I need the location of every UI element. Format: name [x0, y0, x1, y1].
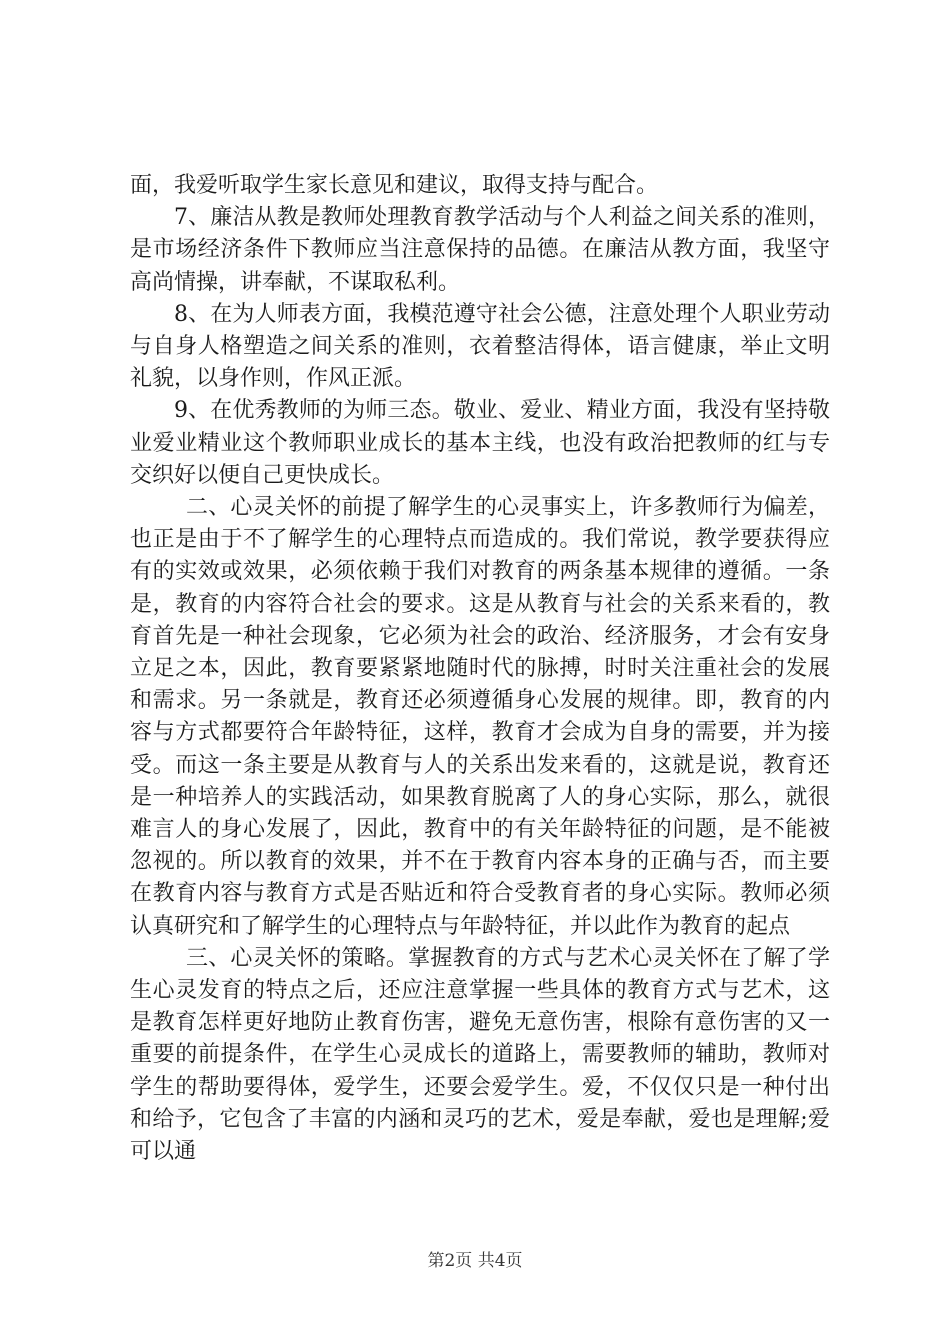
body-text	[130, 170, 830, 1168]
paragraph-item-9: 9、在优秀教师的为师三态。敬业、爱业、精业方面，我没有坚持敬业爱业精业这个教师职业成长的基本主线，也没有政治把教师的红与专交织好以便自己更快成长。	[130, 398, 830, 488]
page-number-footer: 第2页 共4页	[427, 1251, 523, 1271]
paragraph-continuation: 面，我爱听取学生家长意见和建议，取得支持与配合。	[130, 173, 659, 198]
paragraph-item-7: 7、廉洁从教是教师处理教育教学活动与个人利益之间关系的准则，是市场经济条件下教师应当注意保持的品德。在廉洁从教方面，我坚守高尚情操，讲奉献，不谋取私利。	[130, 205, 830, 295]
paragraph-item-8: 8、在为人师表方面，我模范遵守社会公德，注意处理个人职业劳动与自身人格塑造之间关系的准则，衣着整洁得体，语言健康，举止文明礼貌，以身作则，作风正派。	[130, 301, 830, 392]
paragraph-section-2: 二、心灵关怀的前提了解学生的心灵事实上，许多教师行为偏差，也正是由于不了解学生的心理特点而造成的。我们常说，教学要获得应有的实效或效果，必须依赖于我们对教育的两条基本规律的遵循。一条是，教育的内容符合社会的要求。这是从教育与社会的关系来看的，教育首先是一种社会现象，它必须为社会的政治、经济服务，才会有安身立足之本，因此，教育要紧紧地随时代的脉搏，时时关注重社会的发展和需求。另一条就是，教育还必须遵循身心发展的规律。即，教育的内容与方式都要符合年龄特征，这样，教育才会成为自身的需要，并为接受。而这一条主要是从教育与人的关系出发来看的，这就是说，教育还是一种培养人的实践活动，如果教育脱离了人的身心实际，那么，就很难言人的身心发展了，因此，教育中的有关年龄特征的问题，是不能被忽视的。所以教育的效果，并不在于教育内容本身的正确与否，而主要在教育内容与教育方式是否贴近和符合受教育者的身心实际。教师必须认真研究和了解学生的心理特点与年龄特征，并以此作为教育的起点	[130, 495, 830, 939]
paragraph-section-3: 三、心灵关怀的策略。掌握教育的方式与艺术心灵关怀在了解了学生心灵发育的特点之后，还应注意掌握一些具体的教育方式与艺术，这是教育怎样更好地防止教育伤害，避免无意伤害，根除有意伤害的又一重要的前提条件，在学生心灵成长的道路上，需要教师的辅助，教师对学生的帮助要得体，爱学生，还要会爱学生。爱，不仅仅只是一种付出和给予，它包含了丰富的内涵和灵巧的艺术，爱是奉献，爱也是理解;爱可以通	[130, 945, 830, 1165]
